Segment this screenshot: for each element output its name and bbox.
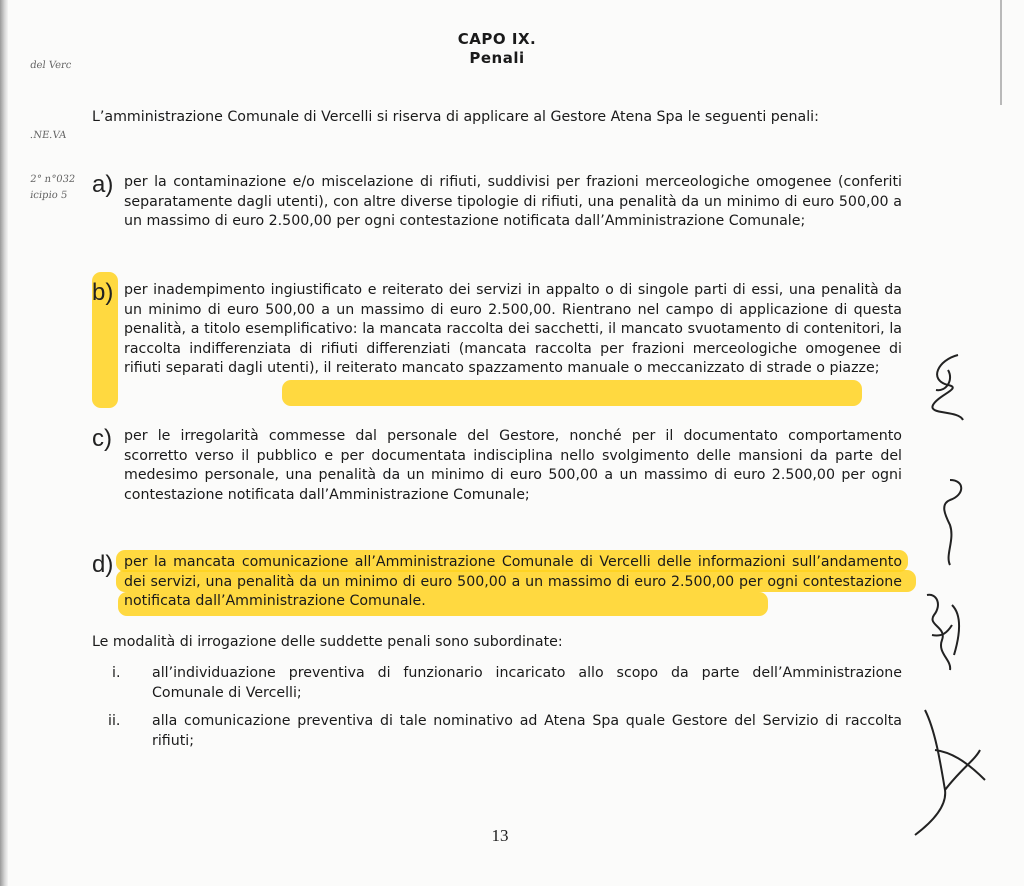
- signature-3: [912, 575, 982, 675]
- item-text-b: per inadempimento ingiustificato e reiterato dei servizi in appalto o di singole parti di essi, una penalità da un minimo di euro 500,00 a un massimo di euro 2.500,00. Rientrano nel campo di applicazione di questa penalità, a titolo esemplificativo: la mancata raccolta dei sacchetti, il mancato svuotamento di contenitori, la raccolta indifferenziata di rifiuti differenziati (mancata raccolta per frazioni merceologiche omogenee di rifiuti separati dagli utenti), il reiterato mancato spazzamento manuale o meccanizzato di strade o piazze;: [124, 282, 902, 377]
- stamp-line: [29, 90, 101, 106]
- stamp-line: [29, 74, 101, 90]
- item-marker-b: b): [92, 279, 114, 306]
- chapter-title: CAPO IX.: [457, 30, 537, 48]
- item-marker-d: d): [92, 551, 114, 578]
- stamp-line: [29, 144, 101, 160]
- chapter-subtitle: Penali: [469, 49, 525, 67]
- margin-stamp: [30, 58, 100, 248]
- stamp-line: 2° n°032: [29, 174, 76, 185]
- item-marker-c: c): [92, 425, 112, 452]
- highlight-b-phrase: [282, 380, 862, 406]
- item-text-c: per le irregolarità commesse dal personale del Gestore, nonché per il documentato comportamento scorretto verso il pubblico e per documentata indisciplina nello svolgimento delle mansioni da parte del medesimo personale, una penalità da un minimo di euro 500,00 a un massimo di euro 2.500,00 per ogni contestazione notificata dall’Amministrazione Comunale;: [124, 428, 902, 503]
- stamp-line: icipio 5: [29, 190, 69, 201]
- margin-line: [1000, 0, 1002, 105]
- signature-1: [918, 350, 978, 430]
- item-text-d: per la mancata comunicazione all’Amministrazione Comunale di Vercelli delle informazioni sull’andamento dei servizi, una penalità da un minimo di euro 500,00 a un massimo di euro 2.500,00 per ogni contestazione notificata dall’Amministrazione Comunale.: [124, 554, 902, 610]
- page-shadow-edge: [0, 0, 8, 886]
- page-number: 13: [491, 826, 509, 845]
- stamp-line: .NE.VA: [29, 130, 68, 141]
- modality-marker-i: i.: [112, 665, 121, 681]
- item-text-a: per la contaminazione e/o miscelazione di rifiuti, suddivisi per frazioni merceologiche omogenee (conferiti separatamente dagli utenti), con altre diverse tipologie di rifiuti, una penalità da un minimo di euro 500,00 a un massimo di euro 2.500,00 per ogni contestazione notificata dall’Amministrazione Comunale;: [124, 174, 902, 230]
- modalities-intro: Le modalità di irrogazione delle suddette penali sono subordinate:: [92, 634, 563, 650]
- signature-2: [920, 470, 980, 570]
- signature-4: [905, 690, 1005, 840]
- stamp-line: del Verc: [29, 60, 73, 71]
- item-marker-a: a): [92, 171, 114, 198]
- modality-text-ii: alla comunicazione preventiva di tale nominativo ad Atena Spa quale Gestore del Servizio di raccolta rifiuti;: [152, 713, 902, 749]
- modality-marker-ii: ii.: [108, 713, 121, 729]
- modality-text-i: all’individuazione preventiva di funzionario incaricato allo scopo da parte dell’Amministrazione Comunale di Vercelli;: [152, 665, 902, 701]
- intro-paragraph: L’amministrazione Comunale di Vercelli si riserva di applicare al Gestore Atena Spa le seguenti penali:: [92, 109, 819, 125]
